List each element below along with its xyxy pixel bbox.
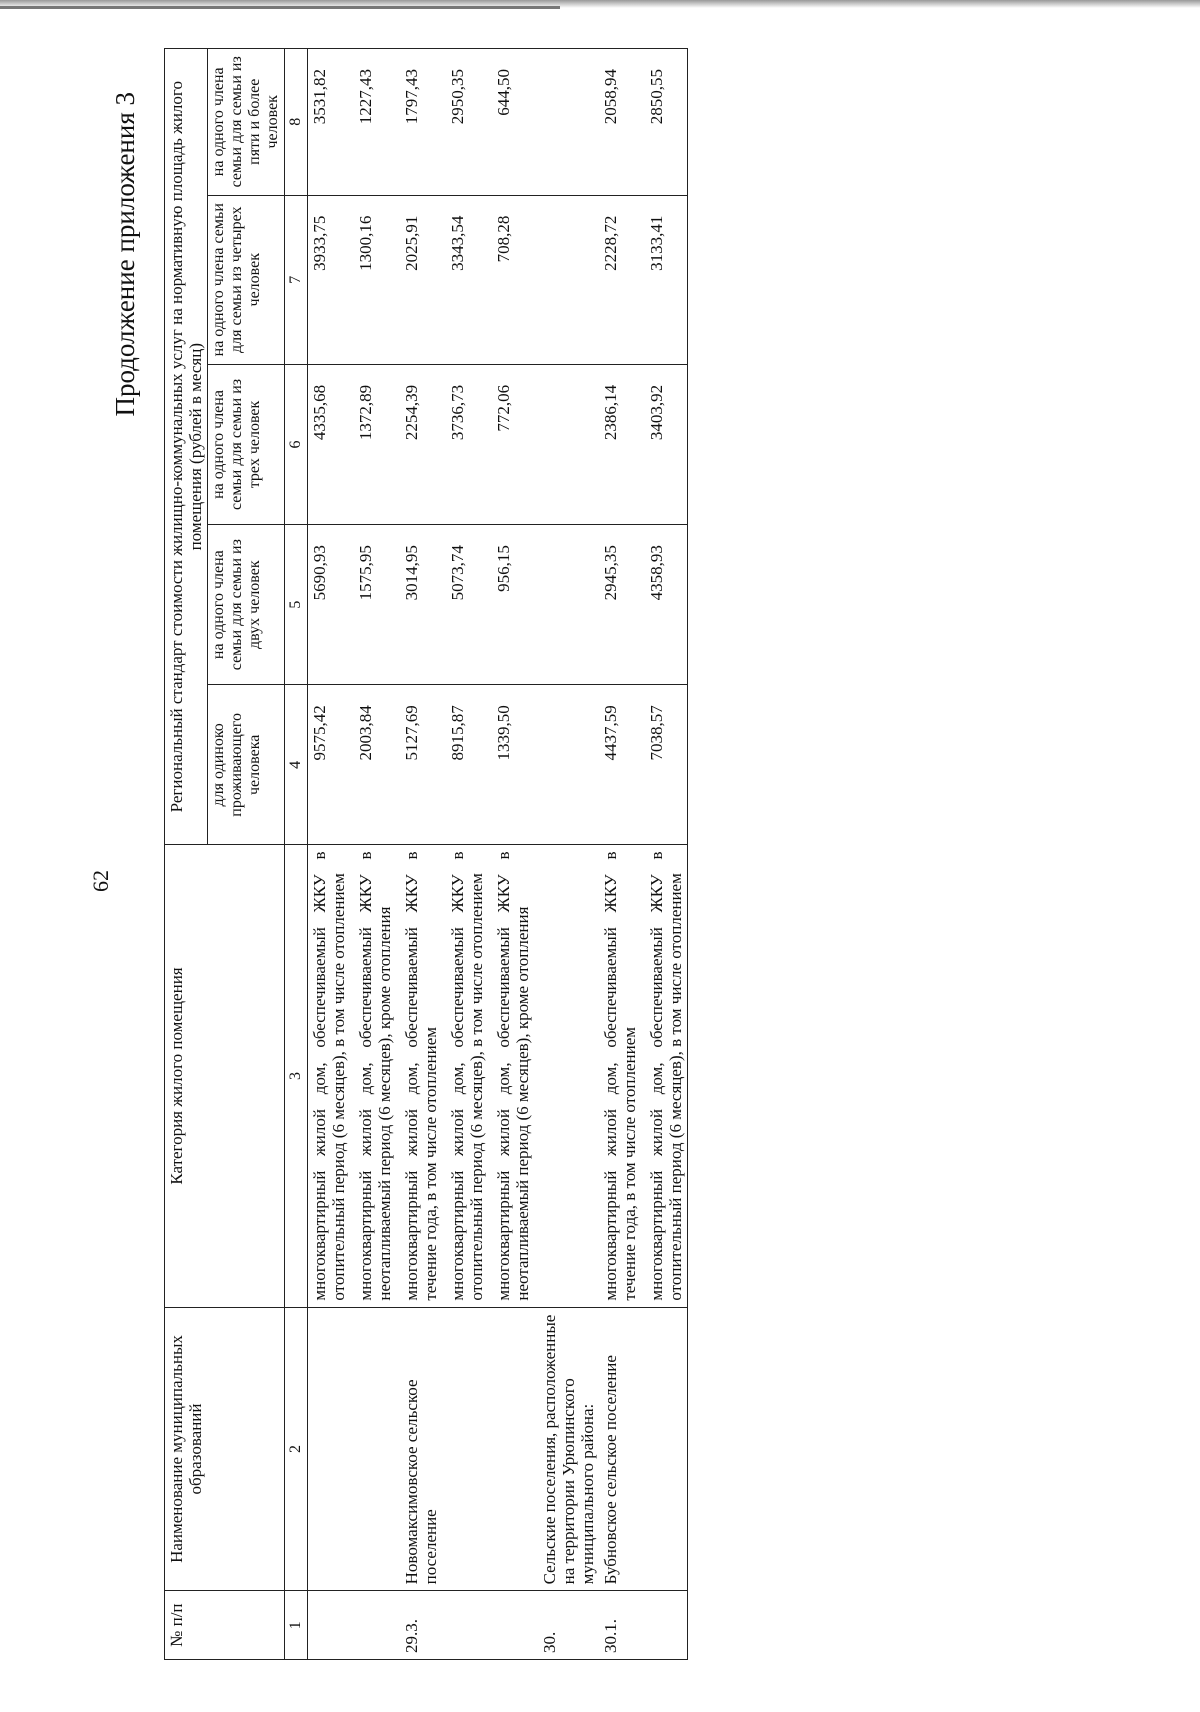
table-row [492, 49, 538, 1660]
value-family-two [538, 525, 599, 685]
row-municipality [446, 1307, 492, 1591]
value-family-two: 1575,95 [354, 525, 400, 685]
column-number: 4 [284, 685, 307, 845]
header-municipality: Наименование муниципальных образований [165, 1307, 285, 1591]
value-single: 4437,59 [599, 685, 645, 845]
value-single: 1339,50 [492, 685, 538, 845]
row-category: многоквартирный жилой дом, обеспечиваемый ЖКУ в неотапливаемый период (6 месяцев), кроме отопления [492, 845, 538, 1307]
value-family-three: 772,06 [492, 364, 538, 524]
header-family-four: на одного члена семьи для семьи из четырех человек [208, 195, 285, 364]
value-family-five [538, 49, 599, 196]
value-family-four: 1300,16 [354, 195, 400, 364]
table-row [354, 49, 400, 1660]
table-row [599, 49, 645, 1660]
table-row [400, 49, 446, 1660]
tariff-table [164, 48, 688, 1660]
appendix-title: Продолжение приложения 3 [110, 92, 140, 417]
table-row [446, 49, 492, 1660]
value-single: 2003,84 [354, 685, 400, 845]
value-family-two: 2945,35 [599, 525, 645, 685]
row-number [645, 1591, 688, 1660]
value-family-five: 1797,43 [400, 49, 446, 196]
row-municipality: Бубновское сельское поселение [599, 1307, 645, 1591]
column-number-row [284, 49, 307, 1660]
value-single: 5127,69 [400, 685, 446, 845]
row-municipality: Новомаксимовское сельское поселение [400, 1307, 446, 1591]
value-family-five: 3531,82 [307, 49, 354, 196]
row-number: 30.1. [599, 1591, 645, 1660]
row-number [492, 1591, 538, 1660]
value-family-three [538, 364, 599, 524]
value-family-five: 1227,43 [354, 49, 400, 196]
value-family-three: 2254,39 [400, 364, 446, 524]
row-category: многоквартирный жилой дом, обеспечиваемый ЖКУ в отопительный период (6 месяцев), в том числе отоплением [645, 845, 688, 1307]
column-number: 5 [284, 525, 307, 685]
row-category: многоквартирный жилой дом, обеспечиваемый ЖКУ в отопительный период (6 месяцев), в том числе отоплением [446, 845, 492, 1307]
table-row [307, 49, 354, 1660]
header-regional-standard: Региональный стандарт стоимости жилищно-коммунальных услуг на нормативную площадь жилого помещения (рублей в месяц) [165, 49, 208, 845]
page-number: 62 [88, 870, 113, 892]
value-family-four: 2025,91 [400, 195, 446, 364]
value-family-two: 5690,93 [307, 525, 354, 685]
value-family-four: 3133,41 [645, 195, 688, 364]
value-family-four: 3933,75 [307, 195, 354, 364]
row-municipality: Сельские поселения, расположенные на территории Урюпинского муниципального района: [538, 1307, 599, 1591]
column-number: 6 [284, 364, 307, 524]
row-category: многоквартирный жилой дом, обеспечиваемый ЖКУ в неотапливаемый период (6 месяцев), кроме отопления [354, 845, 400, 1307]
value-family-five: 644,50 [492, 49, 538, 196]
column-number: 1 [284, 1591, 307, 1660]
value-family-three: 2386,14 [599, 364, 645, 524]
value-family-two: 956,15 [492, 525, 538, 685]
column-number: 2 [284, 1307, 307, 1591]
header-family-three: на одного члена семьи для семьи из трех человек [208, 364, 285, 524]
header-category: Категория жилого помещения [165, 845, 285, 1307]
value-single: 9575,42 [307, 685, 354, 845]
table-header [165, 49, 308, 1660]
value-family-two: 3014,95 [400, 525, 446, 685]
table-row [645, 49, 688, 1660]
value-family-four: 3343,54 [446, 195, 492, 364]
column-number: 3 [284, 845, 307, 1307]
header-family-two: на одного члена семьи для семьи из двух человек [208, 525, 285, 685]
row-number [354, 1591, 400, 1660]
row-municipality [307, 1307, 354, 1591]
row-category: многоквартирный жилой дом, обеспечиваемый ЖКУ в течение года, в том числе отоплением [599, 845, 645, 1307]
value-single: 8915,87 [446, 685, 492, 845]
row-category: многоквартирный жилой дом, обеспечиваемый ЖКУ в течение года, в том числе отоплением [400, 845, 446, 1307]
row-municipality [492, 1307, 538, 1591]
value-family-three: 1372,89 [354, 364, 400, 524]
value-family-two: 5073,74 [446, 525, 492, 685]
row-category [538, 845, 599, 1307]
header-number: № п/п [165, 1591, 285, 1660]
table-row [538, 49, 599, 1660]
value-family-two: 4358,93 [645, 525, 688, 685]
value-family-four: 2228,72 [599, 195, 645, 364]
row-number [446, 1591, 492, 1660]
row-municipality [645, 1307, 688, 1591]
value-family-three: 4335,68 [307, 364, 354, 524]
row-category: многоквартирный жилой дом, обеспечиваемый ЖКУ в отопительный период (6 месяцев), в том числе отоплением [307, 845, 354, 1307]
header-family-five: на одного члена семьи для семьи из пяти и более человек [208, 49, 285, 196]
value-single: 7038,57 [645, 685, 688, 845]
value-family-five: 2950,35 [446, 49, 492, 196]
table-body [307, 49, 687, 1660]
value-family-three: 3403,92 [645, 364, 688, 524]
column-number: 8 [284, 49, 307, 196]
value-family-four: 708,28 [492, 195, 538, 364]
column-number: 7 [284, 195, 307, 364]
row-number: 30. [538, 1591, 599, 1660]
value-family-five: 2850,55 [645, 49, 688, 196]
value-family-four [538, 195, 599, 364]
value-family-three: 3736,73 [446, 364, 492, 524]
value-single [538, 685, 599, 845]
row-number: 29.3. [400, 1591, 446, 1660]
value-family-five: 2058,94 [599, 49, 645, 196]
row-municipality [354, 1307, 400, 1591]
header-single: для одиноко проживающего человека [208, 685, 285, 845]
row-number [307, 1591, 354, 1660]
